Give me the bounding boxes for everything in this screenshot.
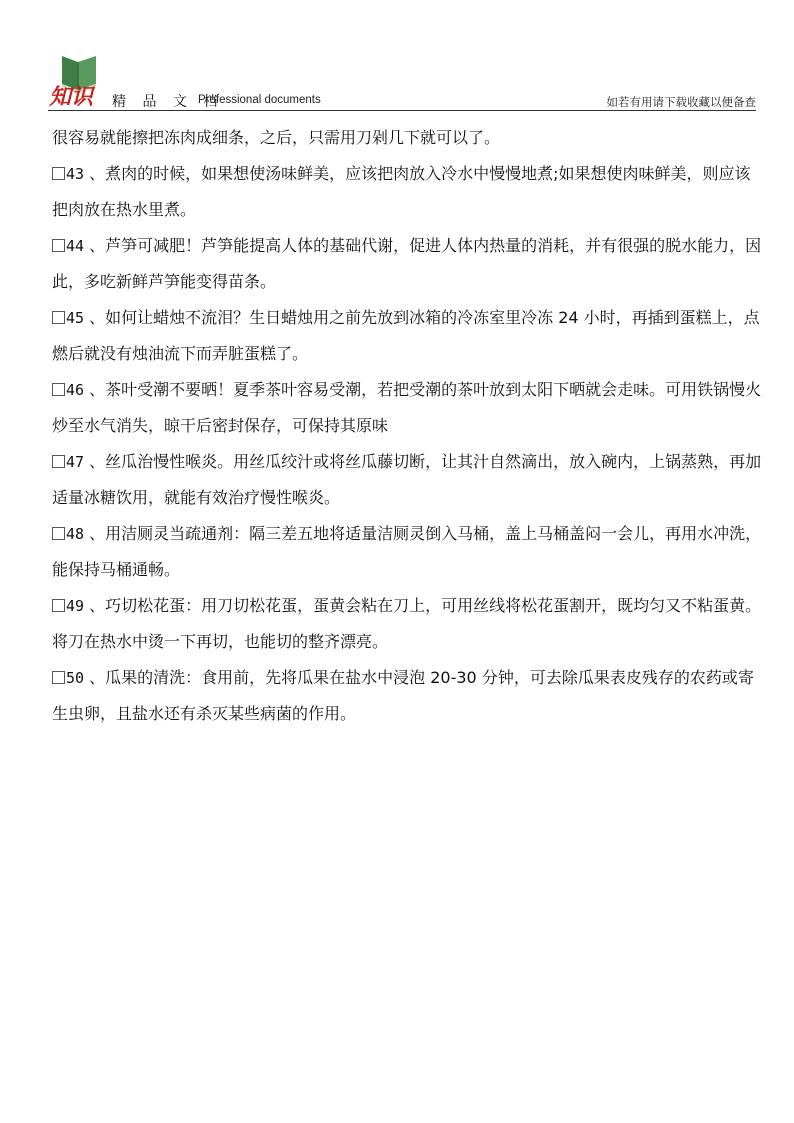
paragraph-text: 很容易就能擦把冻肉成细条，之后，只需用刀剁几下就可以了。 xyxy=(52,128,501,147)
checkbox-square-icon xyxy=(52,311,65,324)
header-divider xyxy=(48,110,756,111)
checkbox-square-icon xyxy=(52,599,65,612)
tip-item-49 xyxy=(52,588,764,659)
tip-number: 48 xyxy=(66,525,85,543)
tip-number: 44 xyxy=(66,237,85,255)
header-title: 精 品 文 档 xyxy=(112,94,224,110)
checkbox-square-icon xyxy=(52,671,65,684)
tip-number: 49 xyxy=(66,597,85,615)
tip-item-48 xyxy=(52,516,764,587)
tip-number: 50 xyxy=(66,669,85,687)
header-subtitle: Professional documents xyxy=(198,94,321,106)
tip-text: 、煮肉的时候，如果想使汤味鲜美，应该把肉放入冷水中慢慢地煮;如果想使肉味鲜美，则应该把肉放在热水里煮。 xyxy=(52,164,751,219)
tip-number: 45 xyxy=(66,309,85,327)
tip-text: 、如何让蜡烛不流泪？生日蜡烛用之前先放到冰箱的冷冻室里冷冻 24 小时，再插到蛋糕上，点燃后就没有烛油流下而弄脏蛋糕了。 xyxy=(52,308,760,363)
checkbox-square-icon xyxy=(52,383,65,396)
tip-text: 、巧切松花蛋：用刀切松花蛋，蛋黄会粘在刀上，可用丝线将松花蛋割开，既均匀又不粘蛋黄。将刀在热水中烫一下再切，也能切的整齐漂亮。 xyxy=(52,596,762,651)
tip-number: 46 xyxy=(66,381,85,399)
tip-text: 、茶叶受潮不要晒！夏季茶叶容易受潮，若把受潮的茶叶放到太阳下晒就会走味。可用铁锅慢火炒至水气消失，晾干后密封保存，可保持其原味 xyxy=(52,380,762,435)
tip-item-45 xyxy=(52,300,764,371)
tip-text: 、瓜果的清洗：食用前，先将瓜果在盐水中浸泡 20-30 分钟，可去除瓜果表皮残存的农药或寄生虫卵，且盐水还有杀灭某些病菌的作用。 xyxy=(52,668,754,723)
tip-number: 43 xyxy=(66,165,85,183)
tip-item-46 xyxy=(52,372,764,443)
tip-item-43 xyxy=(52,156,764,227)
header-note: 如若有用请下载收藏以便备查 xyxy=(606,95,756,109)
tip-text: 、用洁厕灵当疏通剂：隔三差五地将适量洁厕灵倒入马桶，盖上马桶盖闷一会儿，再用水冲洗，能保持马桶通畅。 xyxy=(52,524,762,579)
checkbox-square-icon xyxy=(52,239,65,252)
tip-item-47 xyxy=(52,444,764,515)
checkbox-square-icon xyxy=(52,527,65,540)
document-body xyxy=(52,120,764,731)
checkbox-square-icon xyxy=(52,455,65,468)
page-header xyxy=(48,50,756,112)
tip-number: 47 xyxy=(66,453,85,471)
book-logo-icon xyxy=(48,50,106,108)
checkbox-square-icon xyxy=(52,167,65,180)
tip-text: 、丝瓜治慢性喉炎。用丝瓜绞汁或将丝瓜藤切断，让其汁自然滴出，放入碗内，上锅蒸熟，再加适量冰糖饮用，就能有效治疗慢性喉炎。 xyxy=(52,452,762,507)
paragraph-0 xyxy=(52,120,764,155)
tip-item-44 xyxy=(52,228,764,299)
tip-text: 、芦笋可减肥！芦笋能提高人体的基础代谢，促进人体内热量的消耗，并有很强的脱水能力，因此，多吃新鲜芦笋能变得苗条。 xyxy=(52,236,762,291)
svg-text:知识: 知识 xyxy=(49,84,94,108)
tip-item-50 xyxy=(52,660,764,731)
